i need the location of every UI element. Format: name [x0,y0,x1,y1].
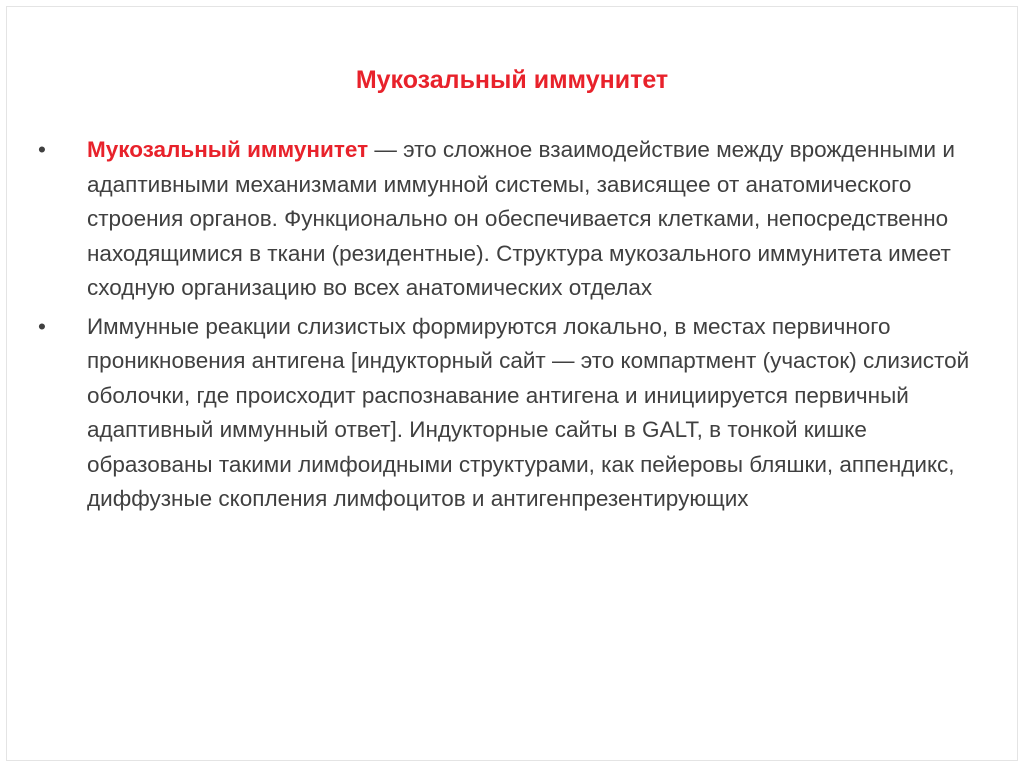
bullet-text: Иммунные реакции слизистых формируются локально, в местах первичного проникновения антигена [индукторный сайт — это компартмент (участок) слизистой оболочки, где происходит распознавание антигена и инициируется первичный адаптивный иммунный ответ]. Индукторные сайты в GALT, в тонкой кишке образованы такими лимфоидными структурами, как пейеровы бляшки, аппендикс, диффузные скопления лимфоцитов и антигенпрезентирующих [87,313,970,511]
bullet-list [38,133,978,521]
bullet-marker: • [38,137,46,162]
bullet-text: — это сложное взаимодействие между врожденными и адаптивными механизмами иммунной системы, зависящее от анатомического строения органов. Функционально он обеспечивается клетками, непосредственно находящимися в ткани (резидентные). Структура мукозального иммунитета имеет сходную организацию во всех анатомических отделах [87,137,955,300]
bullet-marker: • [38,313,46,339]
bullet-item-2 [38,310,978,517]
bullet-lead-term: Мукозальный иммунитет [87,137,369,162]
bullet-item-1 [38,133,978,306]
slide-title: Мукозальный иммунитет [355,66,669,94]
